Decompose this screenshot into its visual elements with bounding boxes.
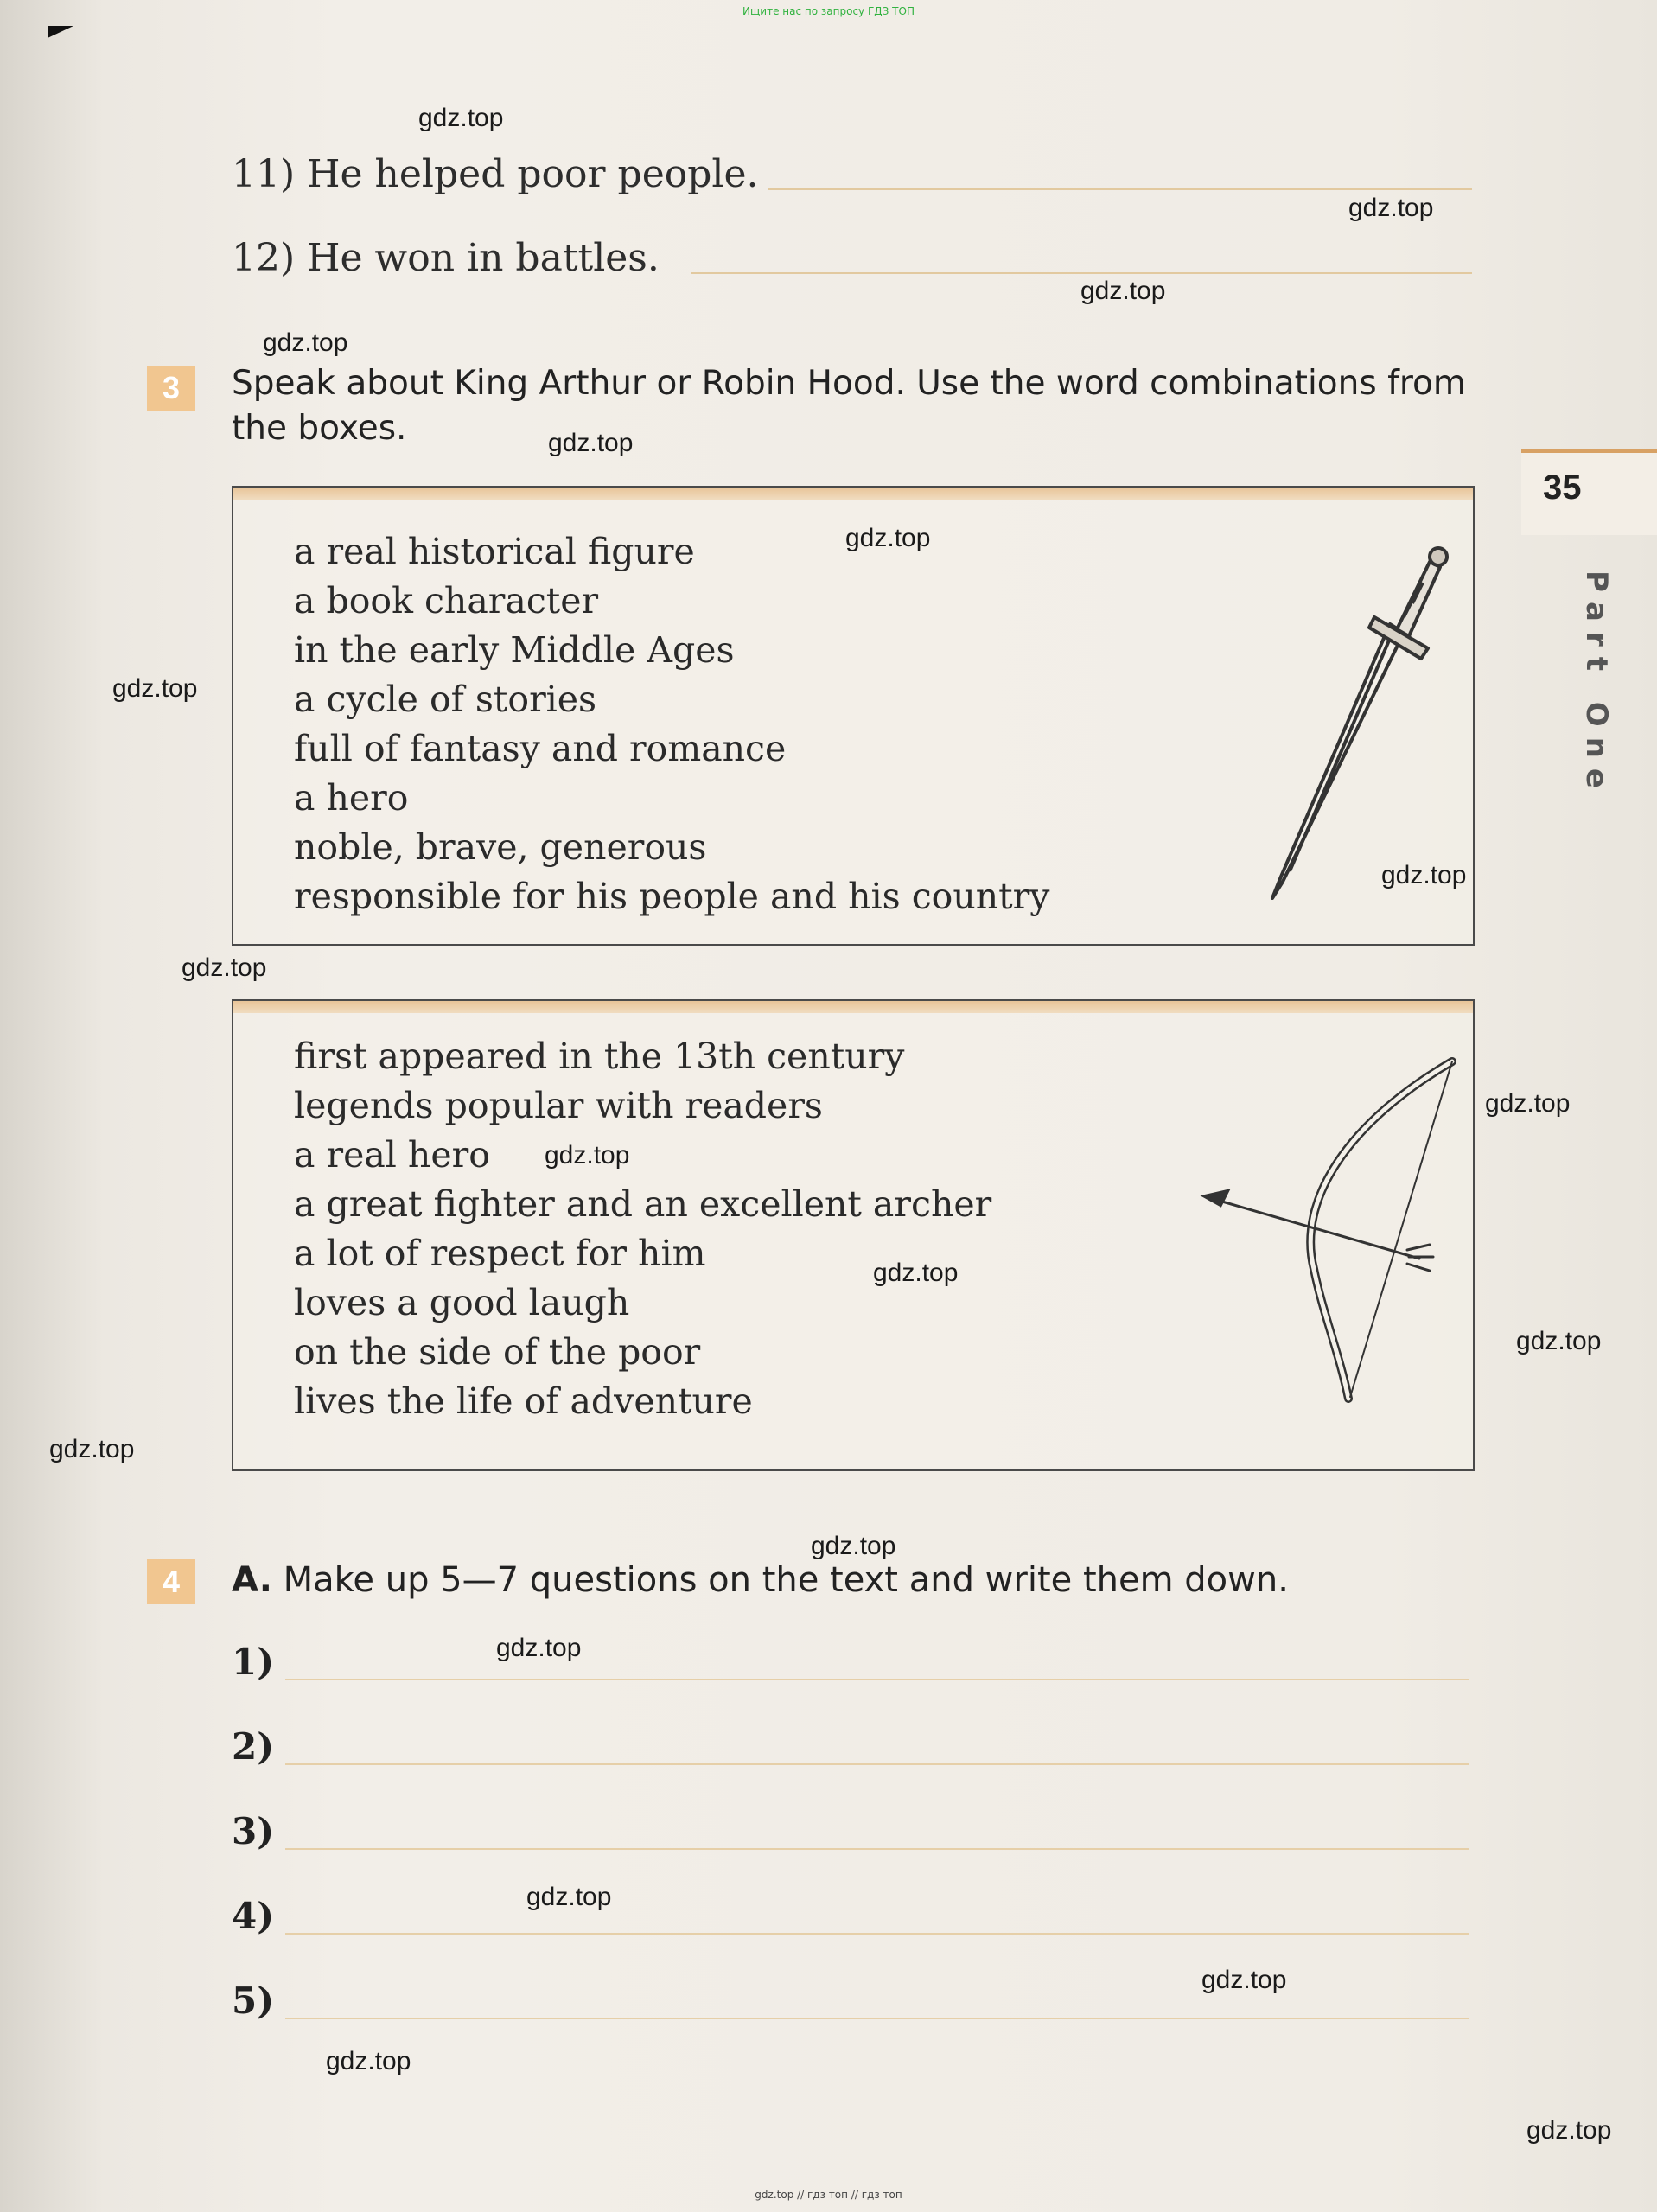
answer-line[interactable] (768, 188, 1472, 190)
sentence-text: He helped poor people. (307, 152, 759, 196)
question-number: 3) (232, 1810, 275, 1852)
watermark: gdz.top (1201, 1966, 1287, 1994)
phrase: in the early Middle Ages (294, 629, 735, 671)
word-box-king-arthur (232, 486, 1475, 946)
answer-line[interactable] (285, 2018, 1469, 2019)
sentence-12 (232, 236, 660, 280)
sentence-number: 12) (232, 236, 296, 280)
answer-line[interactable] (285, 1933, 1469, 1935)
instruction-text: Make up 5—7 questions on the text and write them down. (283, 1560, 1289, 1600)
side-tab (1521, 449, 1657, 535)
exercise-number-4: 4 (147, 1559, 195, 1604)
sentence-number: 11) (232, 152, 296, 196)
watermark: gdz.top (263, 328, 348, 357)
phrase: a real historical figure (294, 531, 695, 572)
watermark: gdz.top (182, 953, 267, 982)
phrase: a hero (294, 777, 409, 819)
watermark: gdz.top (1516, 1327, 1602, 1355)
phrase: a real hero (294, 1134, 490, 1176)
watermark: gdz.top (1381, 861, 1467, 889)
part-label: Part One (1579, 571, 1614, 799)
watermark: gdz.top (1526, 2116, 1612, 2145)
watermark: gdz.top (418, 104, 504, 132)
phrase: on the side of the poor (294, 1331, 701, 1373)
watermark: gdz.top (548, 429, 634, 457)
watermark: gdz.top (326, 2047, 411, 2075)
box-top-band (233, 488, 1473, 500)
watermark: gdz.top (1485, 1089, 1571, 1118)
top-banner: Ищите нас по запросу ГДЗ ТОП (742, 5, 915, 17)
question-number: 1) (232, 1641, 275, 1683)
exercise-3-instruction: Speak about King Arthur or Robin Hood. Use the word combinations from the boxes. (232, 364, 1466, 448)
phrase: a lot of respect for him (294, 1233, 706, 1274)
phrase: loves a good laugh (294, 1282, 630, 1323)
watermark: gdz.top (496, 1634, 582, 1662)
exercise-number-3: 3 (147, 366, 195, 411)
watermark: gdz.top (873, 1259, 959, 1287)
phrase: lives the life of adventure (294, 1380, 753, 1422)
answer-line[interactable] (691, 272, 1472, 274)
phrase: a cycle of stories (294, 679, 597, 720)
box-top-band (233, 1001, 1473, 1013)
question-number: 4) (232, 1895, 275, 1937)
sentence-text: He won in battles. (307, 236, 660, 280)
phrase: a book character (294, 580, 599, 622)
watermark: gdz.top (112, 674, 198, 703)
bottom-banner: gdz.top // гдз топ // гдз топ (755, 2189, 902, 2201)
watermark: gdz.top (845, 524, 931, 552)
phrase: a great fighter and an excellent archer (294, 1183, 992, 1225)
answer-line[interactable] (285, 1679, 1469, 1680)
answer-line[interactable] (285, 1848, 1469, 1850)
question-number: 2) (232, 1725, 275, 1768)
sentence-11 (232, 152, 758, 196)
watermark: gdz.top (1080, 277, 1166, 305)
phrase: legends popular with readers (294, 1085, 823, 1126)
phrase: full of fantasy and romance (294, 728, 787, 769)
part-a-label: A. (232, 1560, 272, 1600)
corner-mark (48, 26, 73, 38)
phrase: responsible for his people and his country (294, 876, 1050, 917)
watermark: gdz.top (545, 1141, 630, 1170)
watermark: gdz.top (1348, 194, 1434, 222)
question-number: 5) (232, 1979, 275, 2022)
bow-and-arrow-icon (1193, 1053, 1461, 1416)
phrase: first appeared in the 13th century (294, 1036, 905, 1077)
watermark: gdz.top (526, 1883, 612, 1911)
phrase-list (294, 527, 1049, 921)
watermark: gdz.top (811, 1532, 896, 1560)
word-box-robin-hood (232, 999, 1475, 1471)
page-number: 35 (1543, 469, 1582, 507)
watermark: gdz.top (49, 1435, 135, 1463)
answer-line[interactable] (285, 1763, 1469, 1765)
sword-icon (1245, 539, 1461, 902)
phrase: noble, brave, generous (294, 826, 707, 868)
exercise-4-instruction (232, 1558, 1476, 1603)
phrase-list (294, 1032, 991, 1426)
